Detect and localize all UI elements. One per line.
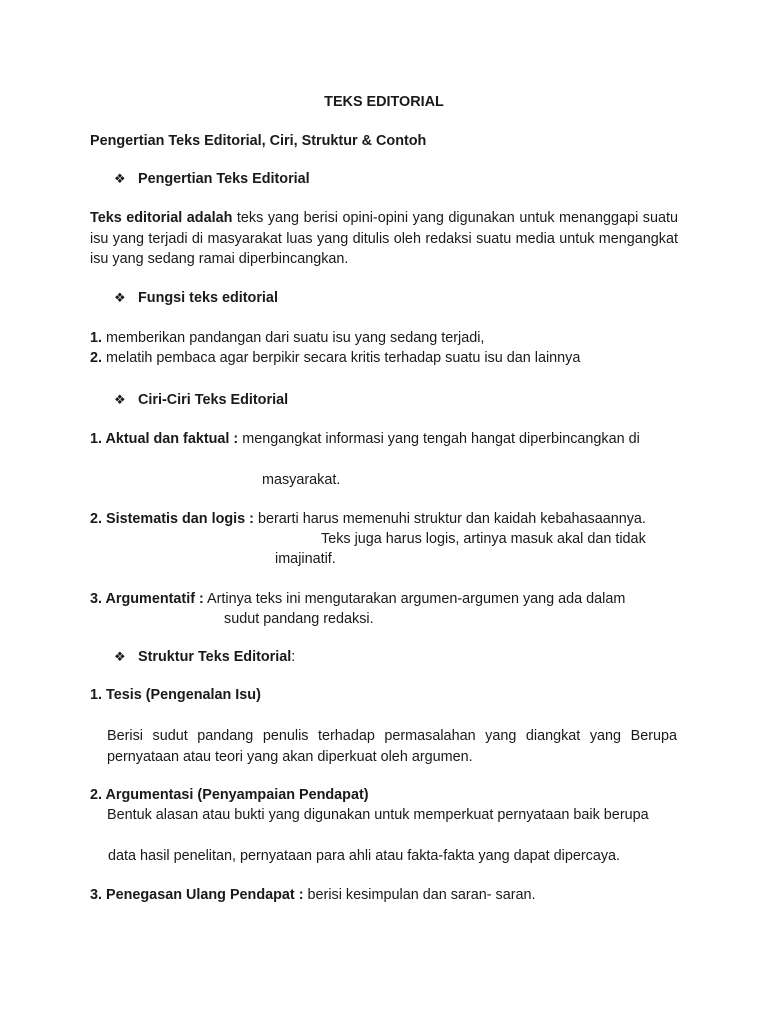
structure-item [90, 885, 536, 905]
section-heading-fungsi [114, 288, 278, 308]
list-continuation: imajinatif. [275, 551, 336, 567]
diamond-bullet-icon: ❖ [114, 649, 126, 664]
section-heading-text: Ciri-Ciri Teks Editorial [138, 392, 289, 408]
list-text: memberikan pandangan dari suatu isu yang sedang terjadi, [102, 330, 485, 346]
list-label: 1. Aktual dan faktual : [90, 431, 239, 447]
list-item [90, 348, 580, 368]
section-heading-struktur [114, 647, 295, 667]
structure-body: data hasil penelitan, pernyataan para ahli atau fakta-fakta yang dapat dipercaya. [108, 848, 621, 864]
document-subtitle: Pengertian Teks Editorial, Ciri, Struktur & Contoh [90, 133, 427, 149]
document-title: TEKS EDITORIAL [324, 94, 444, 110]
list-continuation: Teks juga harus logis, artinya masuk akal dan tidak [321, 531, 646, 547]
pengertian-paragraph [90, 208, 678, 270]
diamond-bullet-icon: ❖ [114, 290, 126, 305]
list-text: mengangkat informasi yang tengah hangat diperbincangkan di [238, 431, 640, 447]
structure-label: 2. Argumentasi (Penyampaian Pendapat) [90, 787, 369, 803]
list-continuation: sudut pandang redaksi. [224, 611, 374, 627]
section-heading-text: Fungsi teks editorial [138, 290, 278, 306]
list-text: Artinya teks ini mengutarakan argumen-argumen yang ada dalam [203, 591, 626, 607]
section-heading-pengertian [114, 169, 310, 189]
list-continuation: masyarakat. [262, 472, 341, 488]
list-item [90, 509, 646, 529]
lead-term: Teks editorial adalah [90, 210, 233, 226]
list-label: 3. Argumentatif : [90, 591, 204, 607]
list-item [90, 328, 484, 348]
section-heading-text: Pengertian Teks Editorial [138, 171, 310, 187]
section-heading-text: Struktur Teks Editorial [138, 649, 292, 665]
list-number: 1. [90, 330, 103, 346]
list-number: 2. [90, 350, 103, 366]
paragraph-body: teks yang berisi opini-opini yang digunakan untuk menanggapi suatu isu yang terjadi di masyarakat luas yang ditulis oleh redaksi suatu media untuk mengangkat isu yang sedang ramai diperbincangkan. [90, 210, 679, 267]
list-text: berarti harus memenuhi struktur dan kaidah kebahasaannya. [253, 511, 646, 527]
list-item [90, 589, 625, 609]
structure-label: 3. Penegasan Ulang Pendapat : [90, 887, 304, 903]
structure-body: Bentuk alasan atau bukti yang digunakan untuk memperkuat pernyataan baik berupa [107, 807, 649, 823]
structure-label: 1. Tesis (Pengenalan Isu) [90, 687, 261, 703]
list-label: 2. Sistematis dan logis : [90, 511, 254, 527]
structure-body: berisi kesimpulan dan saran- saran. [303, 887, 536, 903]
section-heading-ciri [114, 390, 288, 410]
list-item [90, 429, 640, 449]
list-text: melatih pembaca agar berpikir secara kritis terhadap suatu isu dan lainnya [102, 350, 581, 366]
diamond-bullet-icon: ❖ [114, 171, 126, 186]
heading-colon: : [291, 649, 296, 665]
structure-body: Berisi sudut pandang penulis terhadap permasalahan yang diangkat yang Berupa pernyataan atau teori yang akan diperkuat oleh argumen. [107, 728, 677, 765]
diamond-bullet-icon: ❖ [114, 392, 126, 407]
